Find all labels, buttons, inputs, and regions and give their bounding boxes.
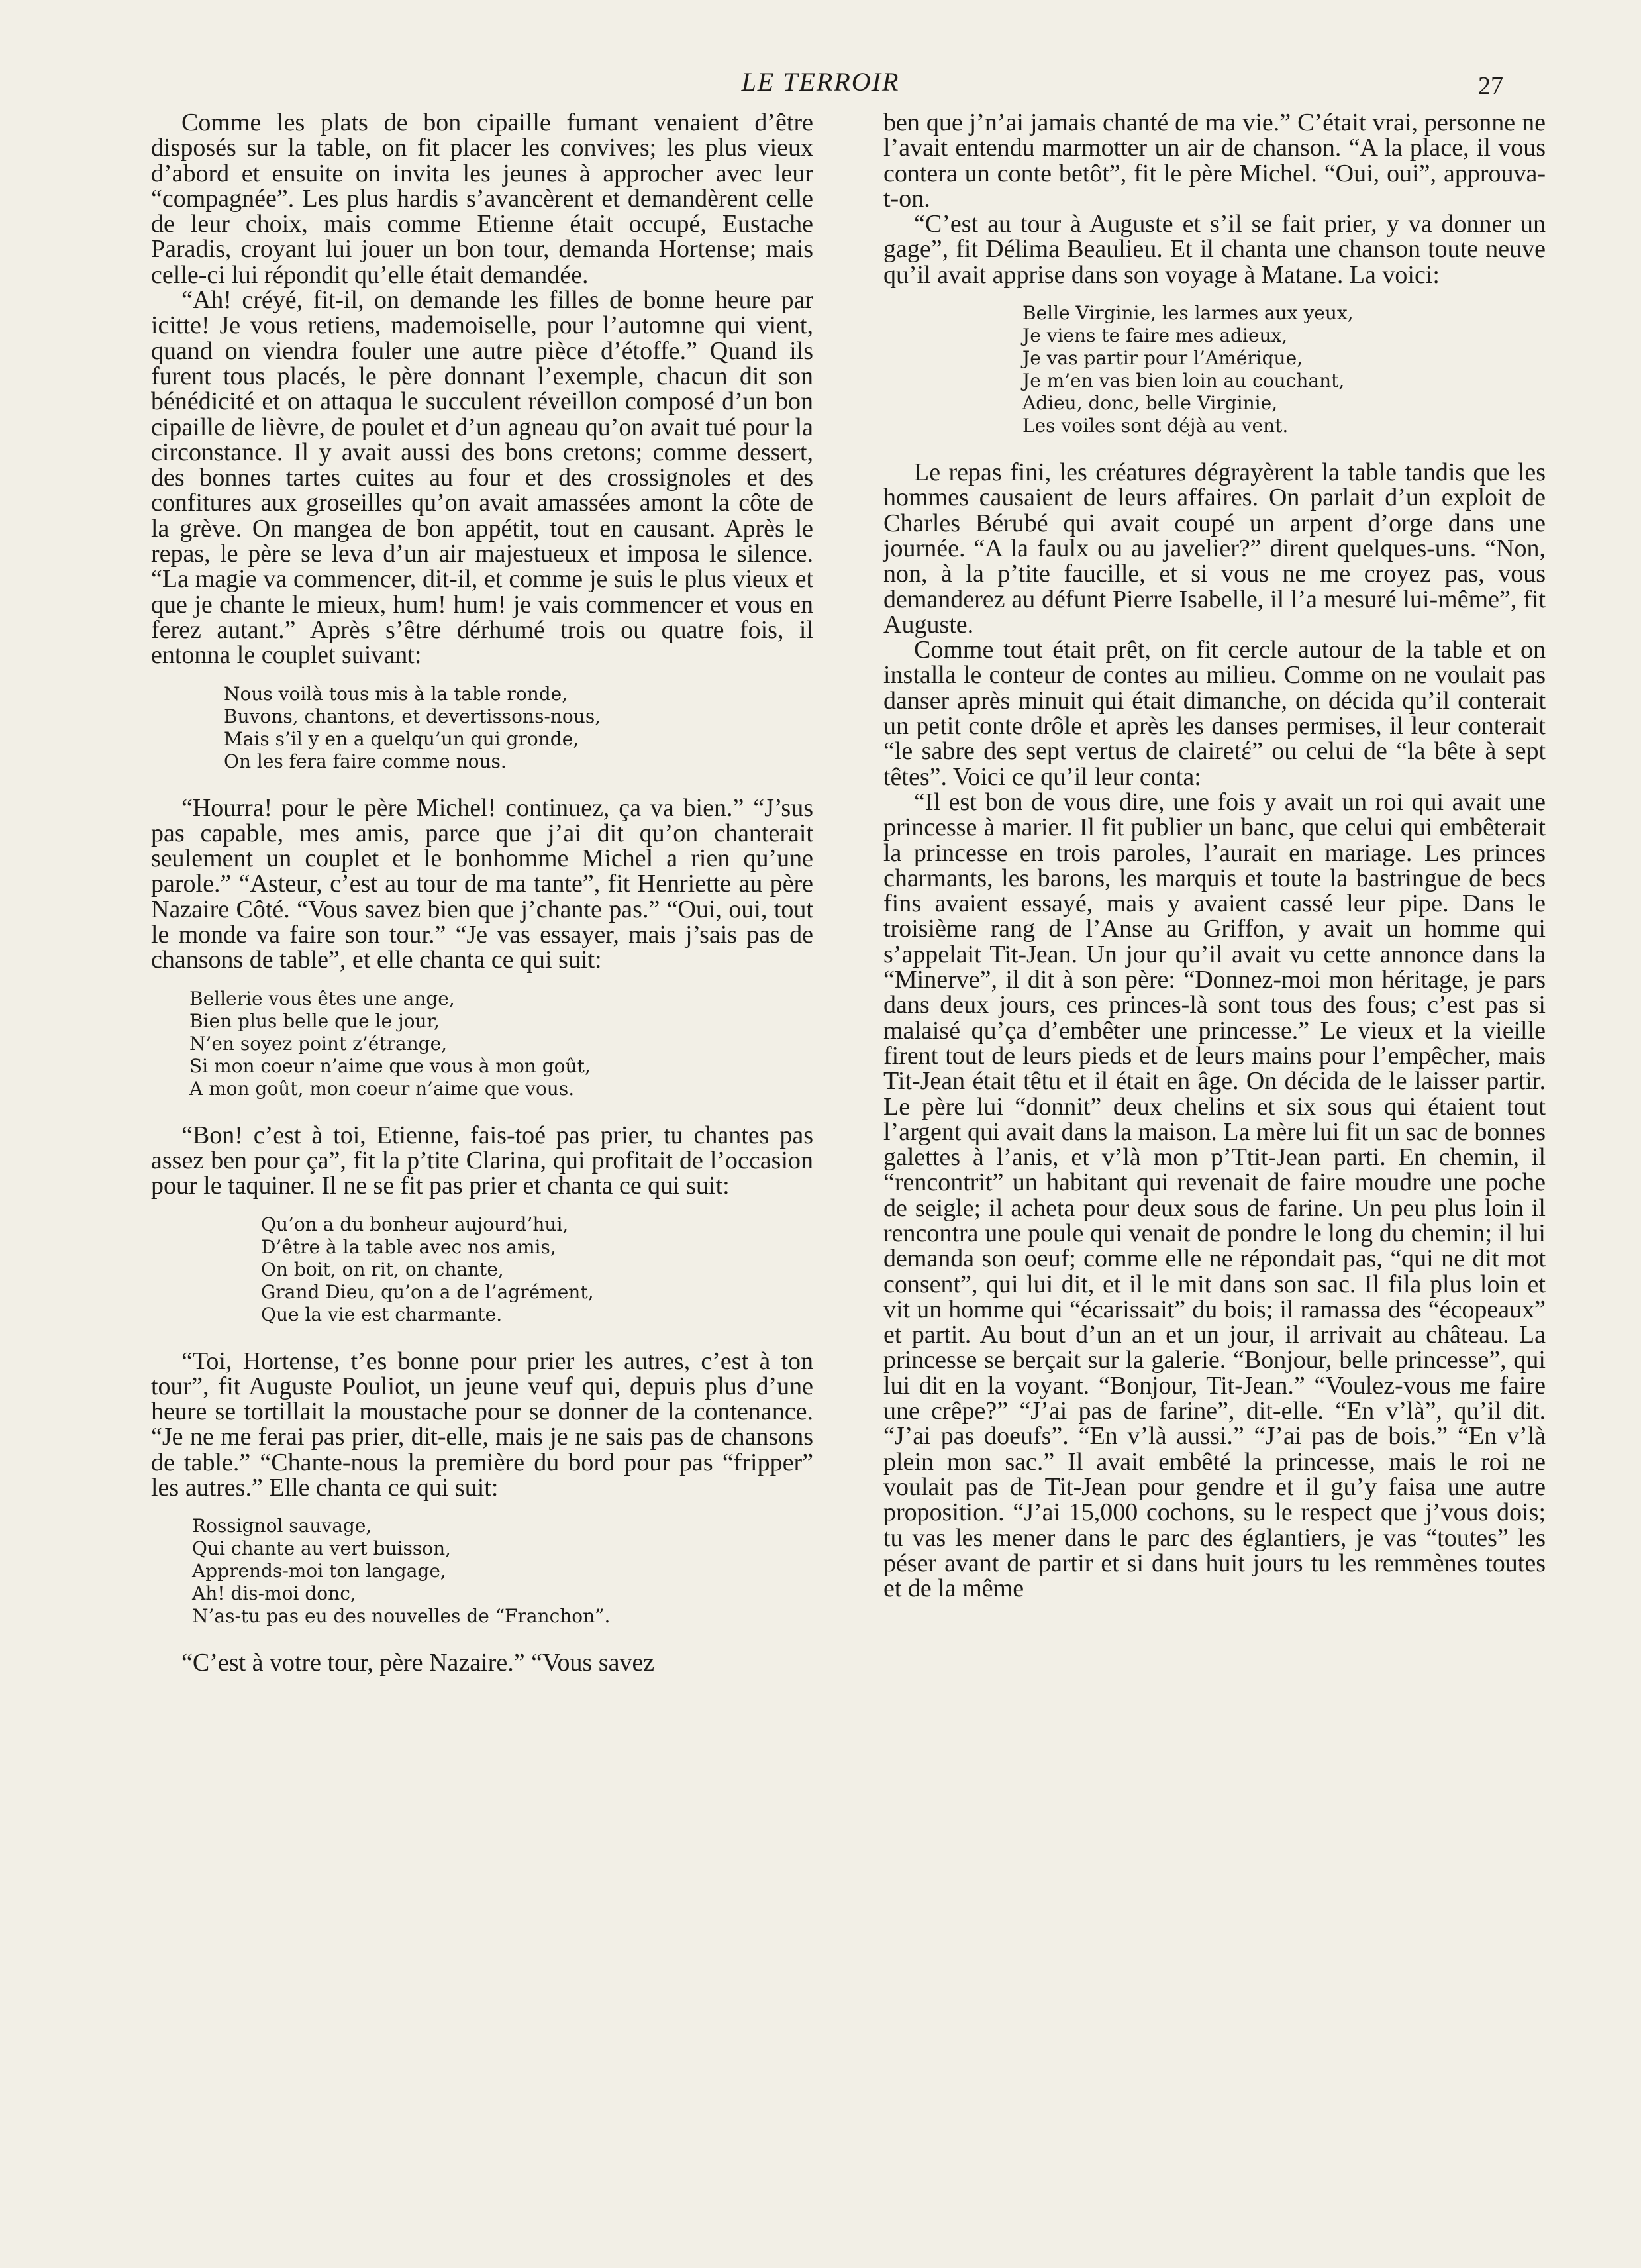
verse-line: D’être à la table avec nos amis, bbox=[261, 1235, 556, 1258]
paragraph-continued: ben que j’n’ai jamais chanté de ma vie.” C’était vrai, personne ne l’avait entendu marmotter un air de chanson. “A la place, il vous contera un conte betôt”, fit le père Michel. “Oui, oui”, approuva-t-on. bbox=[883, 109, 1546, 213]
verse-line: Nous voilà tous mis à la table ronde, bbox=[224, 682, 568, 705]
running-header-title: LE TERROIR bbox=[741, 67, 900, 97]
paragraph: “Ah! créyé, fit-il, on demande les filles de bonne heure par icitte! Je vous retiens, mademoiselle, pour l’automne qui vient, quand on viendra fouler une autre pièce d’étoffe.” Quand ils furent tous placés, le père donnant l’exemple, chacun dit son bénédicité et on attaqua le succulent réveillon composé d’un bon cipaille de lièvre, de poulet et d’un agneau qu’on avait tué pour la circonstance. Il y avait aussi des bons cretons; comme dessert, des bonnes tartes cuites au four et des crossignoles et des confitures aux groseilles qu’on avait amassées amont la côte de la grève. On mangea de bon appétit, tout en causant. Après le repas, le père se leva d’un air majestueux et imposa le silence. “La magie va commencer, dit-il, et comme je suis le plus vieux et que je chante le mieux, hum! hum! je vais commencer et vous en ferez autant.” Après s’être dérhumé trois ou quatre fois, il entonna le couplet suivant: bbox=[151, 286, 813, 670]
song-verse bbox=[883, 302, 1546, 437]
verse-line: Si mon coeur n’aime que vous à mon goût, bbox=[189, 1055, 591, 1077]
song-verse bbox=[151, 1213, 813, 1326]
verse-line: Je vas partir pour l’Amérique, bbox=[1022, 347, 1303, 370]
verse-line: Bellerie vous êtes une ange, bbox=[189, 987, 455, 1009]
page-number: 27 bbox=[1478, 72, 1503, 100]
paragraph: “C’est au tour à Auguste et s’il se fait prier, y va donner un gage”, fit Délima Beaulieu. Et il chanta une chanson toute neuve qu’il avait apprise dans son voyage à Matane. La voici: bbox=[883, 210, 1546, 289]
verse-line: Je m’en vas bien loin au couchant, bbox=[1022, 370, 1345, 392]
verse-line: A mon goût, mon coeur n’aime que vous. bbox=[189, 1077, 575, 1100]
paragraph: Le repas fini, les créatures dégrayèrent la table tandis que les hommes causaient de leurs affaires. On parlait d’un exploit de Charles Bérubé qui avait coupé un arpent d’orge dans une journée. “A la faulx ou au javelier?” dirent quelques-uns. “Non, non, à la p’tite faucille, et si vous ne me croyez pas, vous demanderez au défunt Pierre Isabelle, il l’a mesuré lui-même”, fit Auguste. bbox=[883, 458, 1546, 639]
verse-line: Qui chante au vert buisson, bbox=[192, 1537, 452, 1560]
verse-line: Rossignol sauvage, bbox=[192, 1515, 372, 1537]
paragraph: Comme les plats de bon cipaille fumant venaient d’être disposés sur la table, on fit placer les convives; les plus vieux d’abord et ensuite on invita les jeunes à approcher avec leur “compagnée”. Les plus hardis s’avancèrent et demandèrent celle de leur choix, mais comme Etienne était occupé, Eustache Paradis, croyant lui jouer un bon tour, demanda Hortense; mais celle-ci lui répondit qu’elle était demandée. bbox=[151, 109, 813, 289]
right-column bbox=[883, 110, 1546, 1601]
paragraph: “Toi, Hortense, t’es bonne pour prier les autres, c’est à ton tour”, fit Auguste Pouliot, un jeune veuf qui, depuis plus d’une heure se tortillait la moustache pour se donner de la contenance. “Je ne me ferai pas prier, dit-elle, mais je ne sais pas de chansons de table.” “Chante-nous la première du bord pour pas “fripper” les autres.” Elle chanta ce qui suit: bbox=[151, 1347, 813, 1502]
verse-line: N’as-tu pas eu des nouvelles de “Franchon”. bbox=[192, 1605, 611, 1627]
verse-line: Apprends-moi ton langage, bbox=[192, 1560, 446, 1582]
left-column bbox=[151, 110, 813, 1676]
song-verse bbox=[151, 1515, 813, 1627]
verse-line: Les voiles sont déjà au vent. bbox=[1022, 415, 1289, 437]
song-verse bbox=[151, 988, 813, 1100]
verse-line: Grand Dieu, qu’on a de l’agrément, bbox=[261, 1280, 594, 1303]
verse-line: Que la vie est charmante. bbox=[261, 1303, 503, 1325]
paragraph: Comme tout était prêt, on fit cercle autour de la table et on installa le conteur de contes au milieu. Comme on ne voulait pas danser après minuit qui était dimanche, on décida qu’il conterait un petit conte drôle et après les danses permises, il leur conterait “le sabre des sept vertus de clairetέ” ou celui de “la bête à sept têtes”. Voici ce qu’il leur conta: bbox=[883, 636, 1546, 791]
song-verse bbox=[151, 683, 813, 773]
paragraph: “C’est à votre tour, père Nazaire.” “Vous savez bbox=[181, 1649, 655, 1677]
verse-line: Mais s’il y en a quelqu’un qui gronde, bbox=[224, 727, 579, 750]
paragraph: “Hourra! pour le père Michel! continuez, ça va bien.” “J’sus pas capable, mes amis, parce que j’ai dit qu’on chanterait seulement un couplet et le bonhomme Michel a rien qu’une parole.” “Asteur, c’est au tour de ma tante”, fit Henriette au père Nazaire Côté. “Vous savez bien que j’chante pas.” “Oui, oui, tout le monde va faire son tour.” “Je vas essayer, mais j’sais pas de chansons de table”, et elle chanta ce qui suit: bbox=[151, 794, 813, 974]
verse-line: Adieu, donc, belle Virginie, bbox=[1022, 392, 1278, 415]
verse-line: Ah! dis-moi donc, bbox=[192, 1582, 356, 1605]
paragraph: “Bon! c’est à toi, Etienne, fais-toé pas prier, tu chantes pas assez ben pour ça”, fit la p’tite Clarina, qui profitait de l’occasion pour le taquiner. Il ne se fit pas prier et chanta ce qui suit: bbox=[151, 1121, 813, 1200]
verse-line: Je viens te faire mes adieux, bbox=[1022, 325, 1288, 347]
paragraph: “Il est bon de vous dire, une fois y avait un roi qui avait une princesse à marier. Il fit publier un banc, que celui qui embêterait la princesse en trois paroles, l’aurait en mariage. Les princes charmants, les barons, les marquis et toute la bastringue de becs fins avaient essayé, mais y avaient cassé leur pipe. Dans le troisième rang de l’Anse au Griffon, y avait un homme qui s’appelait Tit-Jean. Un jour qu’il avait vu cette annonce dans la “Minerve”, il dit à son père: “Donnez-moi mon héritage, je pars dans deux jours, ces princes-là sont tous des fous; c’est pas si malaisé qu’ça d’embêter une princesse.” Le vieux et la vieille firent tout de leurs pieds et de leurs mains pour l’empêcher, mais Tit-Jean était têtu et il était en âge. On décida de le laisser partir. Le père lui “donnit” deux chelins et six sous qui étaient tout l’argent qui avait dans la maison. La mère lui fit un sac de bonnes galettes à l’anis, et v’là mon p’Ttit-Jean parti. En chemin, il “rencontrit” un habitant qui revenait de faire moudre une poche de seigle; il acheta pour deux sous de farine. Un peu plus loin il rencontra une poule qui venait de pondre le long du chemin; il lui demanda son oeuf; comme elle ne répondait pas, “qui ne dit mot consent”, qui lui dit, et il le mit dans son sac. Il fila plus loin et vit un homme qui “écarissait” du bois; il ramassa des “écopeaux” et partit. Au bout d’un an et un jour, il arrivait au château. La princesse se berçait sur la galerie. “Bonjour, belle princesse”, qui lui dit en la voyant. “Bonjour, Tit-Jean.” “Voulez-vous me faire une crêpe?” “J’ai pas de farine”, dit-elle. “En v’là”, qu’il dit. “J’ai pas doeufs”. “En v’là aussi.” “J’ai pas de bois.” “En v’là plein mon sac.” Il avait embêté la princesse, mais le roi ne voulait pas de Tit-Jean pour gendre et il gu’y faisa une autre proposition. “J’ai 15,000 cochons, su le respect que j’vous dois; tu vas les mener dans le parc des églantiers, je vas “toutes” les péser avant de partir et si dans huit jours tu les remmènes toutes et de la même bbox=[883, 788, 1546, 1603]
verse-line: Belle Virginie, les larmes aux yeux, bbox=[1022, 302, 1354, 325]
verse-line: On boit, on rit, on chante, bbox=[261, 1258, 504, 1280]
verse-line: Bien plus belle que le jour, bbox=[189, 1009, 440, 1032]
verse-line: N’en soyez point z’étrange, bbox=[189, 1032, 448, 1055]
verse-line: On les fera faire comme nous. bbox=[224, 750, 507, 772]
verse-line: Buvons, chantons, et devertissons-nous, bbox=[224, 705, 601, 727]
verse-line: Qu’on a du bonheur aujourd’hui, bbox=[261, 1213, 569, 1235]
